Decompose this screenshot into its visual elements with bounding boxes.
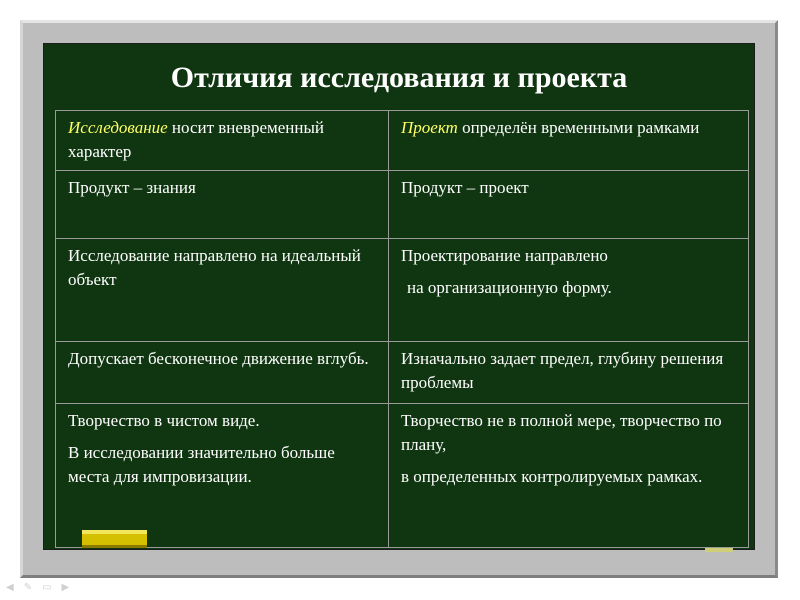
research-highlight: Исследование <box>68 118 168 137</box>
comparison-table <box>55 110 749 548</box>
chalk <box>705 548 733 552</box>
project-cell <box>389 171 749 239</box>
research-text: Допускает бесконечное движение вглубь. <box>68 349 369 368</box>
next-arrow-icon[interactable]: ▶ <box>61 582 80 593</box>
menu-icon[interactable]: ▭ <box>42 582 62 593</box>
project-cell <box>389 342 749 404</box>
table-row <box>56 171 749 239</box>
research-cell <box>56 404 389 548</box>
project-text: Продукт – проект <box>401 178 529 197</box>
project-cell <box>389 111 749 171</box>
project-cell <box>389 404 749 548</box>
table-row <box>56 111 749 171</box>
project-text: на организационную форму. <box>407 278 612 297</box>
project-highlight: Проект <box>401 118 458 137</box>
project-text: определён временными рамками <box>457 118 700 137</box>
prev-arrow-icon[interactable]: ◀ <box>6 582 24 593</box>
table-row <box>56 404 749 548</box>
slide-nav-icons <box>6 582 79 593</box>
project-text: Проектирование направлено <box>401 246 608 265</box>
table-row <box>56 239 749 342</box>
research-text: Продукт – знания <box>68 178 196 197</box>
project-text: в определенных контролируемых рамках. <box>401 467 703 486</box>
research-text: В исследовании значительно больше места для импровизации. <box>68 443 335 486</box>
project-cell <box>389 239 749 342</box>
research-cell <box>56 171 389 239</box>
project-text: Творчество не в полной мере, творчество по плану, <box>401 411 722 454</box>
project-text: Изначально задает предел, глубину решения проблемы <box>401 349 724 392</box>
slide-title: Отличия исследования и проекта <box>170 61 628 94</box>
eraser <box>82 530 147 548</box>
table-row <box>56 342 749 404</box>
research-cell <box>56 239 389 342</box>
research-cell <box>56 342 389 404</box>
pen-icon[interactable]: ✎ <box>23 582 43 593</box>
research-text: Творчество в чистом виде. <box>68 411 260 430</box>
research-text: носит внeвременный характер <box>68 118 325 161</box>
research-text: Исследование направлено на идеальный объект <box>68 246 361 289</box>
research-cell <box>56 111 389 171</box>
